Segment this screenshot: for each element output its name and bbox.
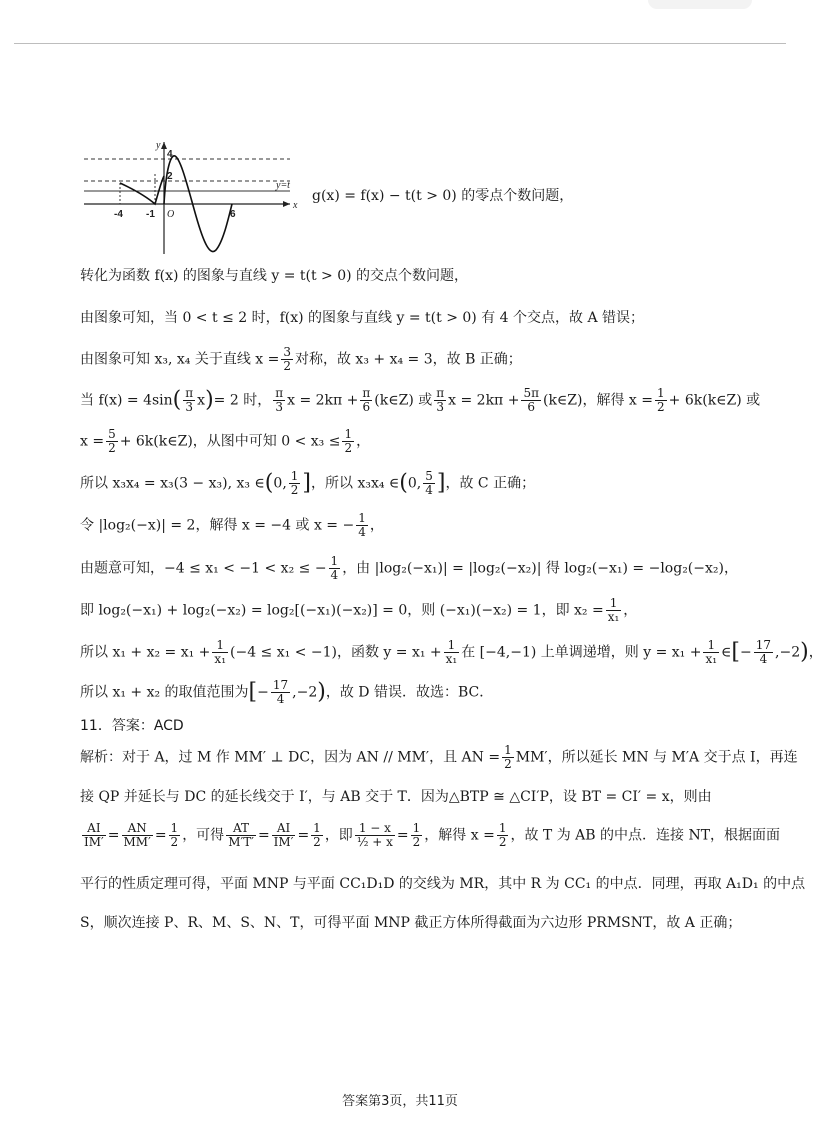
label-y: y — [156, 140, 161, 151]
header-rule — [14, 43, 786, 44]
text-line-1: 转化为函数 f(x) 的图象与直线 y = t(t > 0) 的交点个数问题， — [80, 268, 469, 284]
text-line-10: 所以 x₁ + x₂ = x₁ + $\frac{1}{\text{x₁}}$ (−4 ≤ x₁ < −1)，函数 y = x₁ + $\frac{1}{\text{x₁}}$ 在 [−4,−1) 上单调递增，则 y = x₁ + $\frac{1}{\text{x₁}}$ ∈[− $\frac{17}{4}$ ,−2)， — [80, 638, 823, 666]
answer-11: 11．答案：ACD — [80, 718, 184, 734]
text-line-2: 由图象可知，当 0 < t ≤ 2 时，f(x) 的图象与直线 y = t(t > 0) 有 4 个交点，故 A 错误； — [80, 310, 645, 326]
text-line-14: 接 QP 并延长与 DC 的延长线交于 I′，与 AB 交于 T．因为△BTP ≅ △CI′P，设 BT = CI′ = x，则由 — [80, 789, 712, 805]
top-tab-decoration — [648, 0, 752, 9]
text-line-3: 由图象可知 x₃, x₄ 关于直线 x = $\frac{3}{2}$ 对称，故 x₃ + x₄ = 3，故 B 正确； — [80, 345, 522, 373]
text-line-5: x = $\frac{5}{2}$ + 6k(k∈Z)，从图中可知 0 < x₃ ≤ $\frac{1}{2}$ ， — [80, 427, 371, 455]
label-four: 4 — [167, 149, 173, 160]
text-line-16: 平行的性质定理可得，平面 MNP 与平面 CC₁D₁D 的交线为 MR，其中 R 为 CC₁ 的中点．同理，再取 A₁D₁ 的中点 — [80, 876, 806, 892]
text-line-6: 所以 x₃x₄ = x₃(3 − x₃), x₃ ∈(0, $\frac{1}{2}$ ]，所以 x₃x₄ ∈(0, $\frac{5}{4}$ ]，故 C 正确； — [80, 469, 536, 497]
label-two: 2 — [167, 171, 173, 182]
label-origin: O — [167, 209, 175, 220]
text-line-9: 即 log₂(−x₁) + log₂(−x₂) = log₂[(−x₁)(−x₂)] = 0，则 (−x₁)(−x₂) = 1，即 x₂ = $\frac{1}{\text{x₁}}$ ， — [80, 596, 638, 624]
label-six: 6 — [230, 209, 236, 220]
label-neg-one: -1 — [146, 209, 155, 220]
text-line-7: 令 |log₂(−x)| = 2，解得 x = −4 或 x = − $\frac{1}{4}$ ， — [80, 511, 384, 539]
page-footer: 答案第3页，共11页 — [342, 1094, 458, 1109]
text-line-4: 当 f(x) = 4sin( $\frac{\pi}{3}$ x)= 2 时， $\frac{\pi}{3}$ x = 2kπ + $\frac{\pi}{6}$ (k∈Z) 或 $\frac{\pi}{3}$ x = 2kπ + $\frac{5\pi}{6}$ (k∈Z)，解得 x = $\frac{1}{2}$ + 6k(k∈Z) 或 — [80, 386, 761, 414]
label-neg-four: -4 — [114, 209, 123, 220]
curve-log-part — [120, 176, 164, 204]
text-line-8: 由题意可知，−4 ≤ x₁ < −1 < x₂ ≤ − $\frac{1}{4}$ ，由 |log₂(−x₁)| = |log₂(−x₂)| 得 log₂(−x₁) = −log₂(−x₂)， — [80, 554, 738, 582]
text-line-17: S，顺次连接 P、R、M、S、N、T，可得平面 MNP 截正方体所得截面为六边形 PRMSNT，故 A 正确； — [80, 915, 742, 931]
label-y-t: y=t — [276, 180, 290, 191]
x-axis-arrow — [283, 201, 290, 207]
text-line-13: 解析：对于 A，过 M 作 MM′ ⊥ DC，因为 AN // MM′，且 AN = $\frac{1}{2}$ MM′，所以延长 MN 与 M′A 交于点 I，再连 — [80, 743, 798, 771]
text-line-11: 所以 x₁ + x₂ 的取值范围为[− $\frac{17}{4}$ ,−2)，故 D 错误．故选：BC． — [80, 678, 494, 706]
label-x: x — [293, 200, 298, 211]
function-graph — [80, 138, 305, 260]
text-line-15: $\frac{AI}{IM'}$ = $\frac{AN}{MM'}$ = $\frac{1}{2}$ ，可得 $\frac{AT}{M'T'}$ = $\frac{AI}{IM'}$ = $\frac{1}{2}$ ，即 $\frac{1 - x}{\text{½ + x}}$ = $\frac{1}{2}$ ，解得 x = $\frac{1}{2}$ ，故 T 为 AB 的中点．连接 NT，根据面面 — [84, 821, 781, 849]
g-function-line: g(x) = f(x) − t(t > 0) 的零点个数问题， — [312, 188, 574, 204]
y-axis-arrow — [161, 142, 167, 149]
